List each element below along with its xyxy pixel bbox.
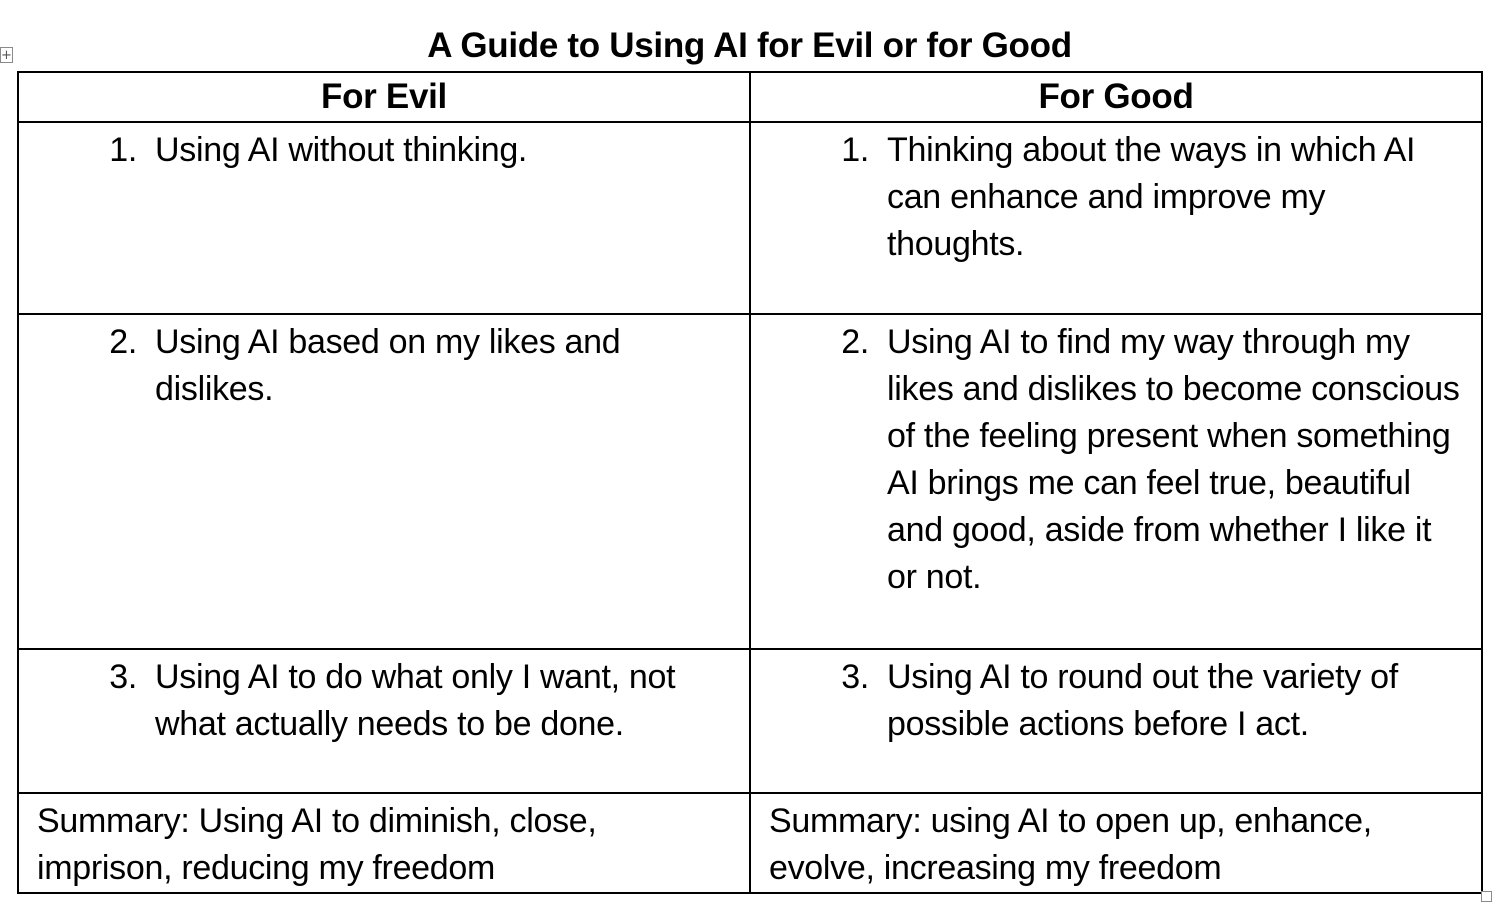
table-row bbox=[18, 122, 1482, 314]
column-header-for-good: For Good bbox=[750, 72, 1482, 122]
document-title: A Guide to Using AI for Evil or for Good bbox=[427, 26, 1072, 65]
list-number: 3. bbox=[109, 658, 137, 696]
summary-text-good: Summary: using AI to open up, enhance, evolve, increasing my freedom bbox=[769, 802, 1372, 887]
list-number: 2. bbox=[109, 323, 137, 361]
guide-table bbox=[17, 71, 1483, 894]
list-number: 2. bbox=[841, 323, 869, 361]
table-cell-evil-1 bbox=[18, 122, 750, 314]
table-resize-handle-icon[interactable] bbox=[1481, 891, 1492, 902]
column-header-for-evil: For Evil bbox=[18, 72, 750, 122]
table-cell-good-2 bbox=[750, 314, 1482, 649]
summary-cell-evil bbox=[18, 793, 750, 893]
table-row bbox=[18, 793, 1482, 893]
list-item-text: Using AI to do what only I want, not what actually needs to be done. bbox=[155, 658, 676, 743]
list-number: 1. bbox=[109, 131, 137, 169]
list-item-text: Using AI without thinking. bbox=[155, 131, 528, 169]
list-item-text: Using AI based on my likes and dislikes. bbox=[155, 323, 621, 408]
table-row bbox=[18, 314, 1482, 649]
table-move-handle-icon[interactable]: + bbox=[1, 48, 12, 63]
list-item-text: Thinking about the ways in which AI can enhance and improve my thoughts. bbox=[887, 131, 1416, 263]
table-cell-evil-3 bbox=[18, 649, 750, 793]
summary-cell-good bbox=[750, 793, 1482, 893]
table-cell-evil-2 bbox=[18, 314, 750, 649]
summary-text-evil: Summary: Using AI to diminish, close, imprison, reducing my freedom bbox=[37, 802, 597, 887]
list-number: 3. bbox=[841, 658, 869, 696]
list-item-text: Using AI to round out the variety of possible actions before I act. bbox=[887, 658, 1398, 743]
list-number: 1. bbox=[841, 131, 869, 169]
table-row bbox=[18, 649, 1482, 793]
table-cell-good-1 bbox=[750, 122, 1482, 314]
list-item-text: Using AI to find my way through my likes and dislikes to become conscious of the feeling present when something AI brings me can feel true, beautiful and good, aside from whether I like it or not. bbox=[887, 323, 1460, 596]
table-cell-good-3 bbox=[750, 649, 1482, 793]
